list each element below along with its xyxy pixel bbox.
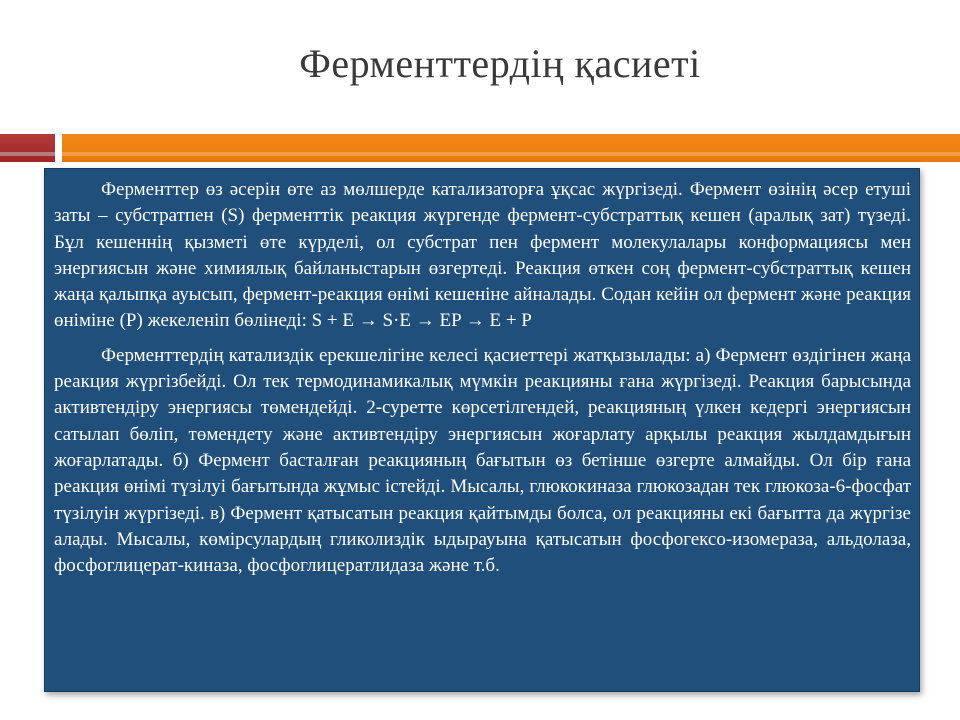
slide-title: Ферменттердің қасиеті (299, 41, 701, 86)
property-a-marker: а) Фермент (695, 344, 788, 366)
property-c-marker: в) Фермент (209, 502, 303, 524)
content-box (44, 168, 920, 692)
accent-band-red (0, 134, 55, 162)
property-a-text: өздігінен жаңа реакция жүргізбейді. Ол тек термодинамикалық мүмкін реакцияны ғана жүргізеді. Реакция барысында активтендіру энергиясы төмендейді. 2-суретте көрсетілгендей, реакцияның үлкен кедергі энергиясын сатылап бөліп, төмендету және активтендіру энергиясын жоғарлату арқылы реакция жылдамдығын жоғарлатады. (54, 344, 912, 471)
accent-band-orange-highlight (62, 152, 960, 156)
paragraph-catalytic-properties (54, 343, 911, 580)
property-b-text: басталған реакцияның бағытын өз бетінше өзгерте алмайды. Ол бір ғана реакция өнімі түзілуі бағытында жұмыс істейді. Мысалы, глюкокиназа глюкозадан тек глюкоза-6-фосфат түзілуін жүргізеді. (54, 449, 912, 524)
property-c-text: қатысатын реакция қайтымды болса, ол реакцияны екі бағытта да жүргізе алады. Мысалы, көмірсулардың гликолиздік ыдырауына қатысатын фосфогексо-изомераза, альдолаза, фосфоглицерат-киназа, фосфоглицератлидаза және т.б. (54, 502, 911, 577)
properties-intro: Ферменттердің катализдік ерекшелігіне келесі қасиеттері жатқызылады: (101, 344, 691, 366)
paragraph-enzyme-action: Ферменттер өз әсерін өте аз мөлшерде катализаторға ұқсас жүргізеді. Фермент өзінің әсер етуші заты – субстратпен (S) ферменттік реакция жүргенде фермент-субстраттық кешен (аралық зат) түзеді. Бұл кешеннің қызметі өте күрделі, ол субстрат пен фермент молекулалары конформациясы мен энергиясын және химиялық байланыстарын өзгертеді. Реакция өткен соң фермент-субстраттық кешен жаңа қалыпқа ауысып, фермент-реакция өнімі кешеніне айналады. Содан кейін ол фермент және реакция өніміне (P) жекеленіп бөлінеді: S + E → S·E → EP → E + P (54, 179, 911, 332)
accent-band-red-highlight (0, 152, 55, 156)
accent-band-orange (62, 134, 960, 162)
property-b-marker: б) Фермент (172, 449, 270, 471)
